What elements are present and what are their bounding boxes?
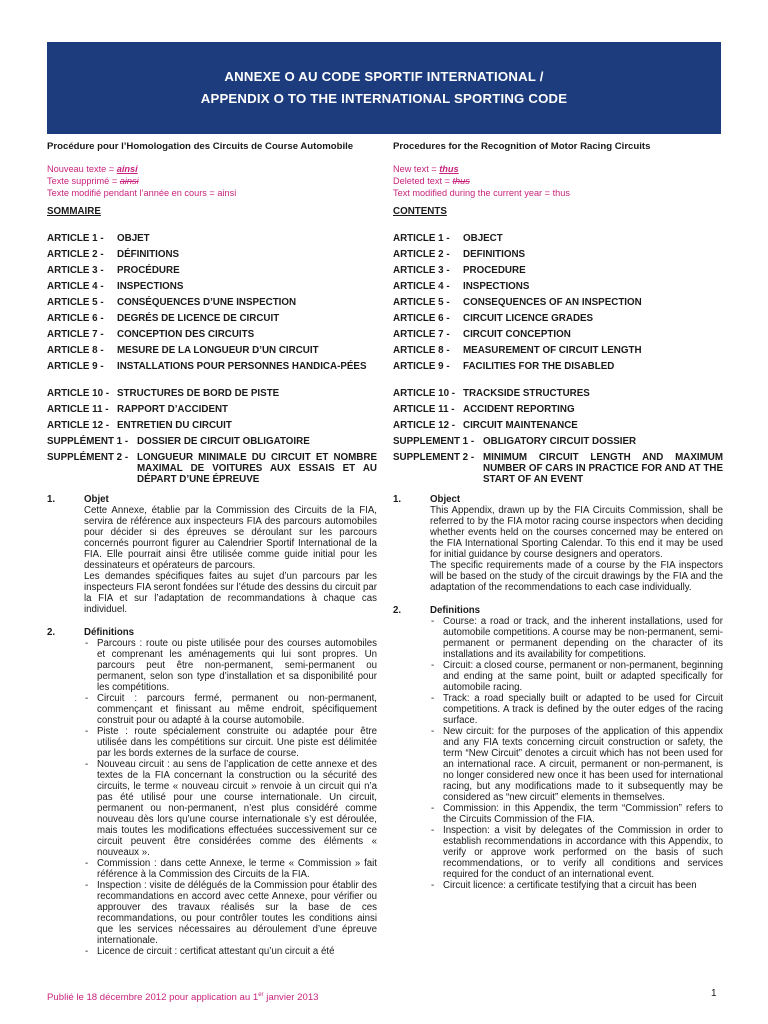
- paragraph: Les demandes spécifiques faites au sujet d’un parcours par les inspecteurs FIA seront fondées sur l’étude des dessins du circuit par la FIA et sur l’adaptation de recommandations à chaque cas individuel.: [84, 571, 377, 615]
- table-of-contents: [393, 233, 723, 490]
- toc-num: SUPPLÉMENT 2 -: [47, 452, 129, 463]
- toc-row: [47, 404, 377, 420]
- legend-deleted-label: Deleted text =: [393, 176, 453, 186]
- toc-title: STRUCTURES DE BORD DE PISTE: [117, 388, 280, 399]
- section-body: [393, 505, 723, 593]
- toc-num: ARTICLE 6 -: [47, 313, 104, 324]
- toc-num: ARTICLE 6 -: [393, 313, 450, 324]
- toc-title: FACILITIES FOR THE DISABLED: [463, 361, 615, 372]
- toc-row: [393, 297, 723, 313]
- toc-num: ARTICLE 4 -: [47, 281, 104, 292]
- table-of-contents: [47, 233, 377, 490]
- footer-text-end: janvier 2013: [263, 992, 319, 1004]
- legend-deleted-label: Texte supprimé =: [47, 176, 120, 186]
- toc-num: ARTICLE 12 -: [393, 420, 456, 431]
- procedure-title: Procédure pour l’Homologation des Circuits de Course Automobile: [47, 141, 354, 152]
- section-definitions: [393, 605, 723, 891]
- english-column: [393, 141, 723, 891]
- toc-row: [47, 329, 377, 345]
- definition-item: - Course: a road or track, and the inherent installations, used for automobile competitions. A course may be non-permanent, semi-permanent or permanent depending on the character of its installations and its availability for competitions.: [431, 616, 723, 660]
- legend-new-label: Nouveau texte =: [47, 164, 117, 174]
- paragraph: The specific requirements made of a course by the FIA inspectors will be based on the study of the circuit drawings by the FIA and the adaptation of the recommendations to each case individually.: [430, 560, 723, 593]
- toc-title: DOSSIER DE CIRCUIT OBLIGATOIRE: [137, 436, 310, 447]
- toc-title: MESURE DE LA LONGUEUR D’UN CIRCUIT: [117, 345, 319, 356]
- toc-row: [393, 313, 723, 329]
- legend-deleted-sample: thus: [452, 176, 470, 186]
- toc-title: INSTALLATIONS POUR PERSONNES HANDICA-PÉES: [117, 361, 367, 372]
- definition-item: - New circuit: for the purposes of the application of this appendix and any FIA texts concerning circuit construction or safety, the term “New Circuit” denotes a circuit which has not been used for an international race. A circuit, permanent or non-permanent, is no longer considered new once it has been used for international racing, but any modifications made to it subsequently may be considered as “new circuit” elements in themselves.: [431, 726, 723, 803]
- toc-num: ARTICLE 9 -: [393, 361, 450, 372]
- section-title: Definitions: [430, 605, 481, 616]
- toc-title: CONSEQUENCES OF AN INSPECTION: [463, 297, 642, 308]
- legend-new-label: New text =: [393, 164, 440, 174]
- definitions-list: [393, 616, 723, 891]
- section-number: 2.: [393, 605, 402, 616]
- definition-item: - Piste : route spécialement construite ou adaptée pour être utilisée dans les compétitions sur circuit. Une piste est délimitée par les bords externes de la surface de course.: [85, 726, 377, 759]
- french-column: [47, 141, 377, 957]
- toc-title: CONSÉQUENCES D’UNE INSPECTION: [117, 297, 297, 308]
- toc-title: INSPECTIONS: [117, 281, 184, 292]
- toc-num: ARTICLE 3 -: [47, 265, 104, 276]
- toc-num: ARTICLE 2 -: [393, 249, 450, 260]
- toc-row: [393, 233, 723, 249]
- toc-title: LONGUEUR MINIMALE DU CIRCUIT ET NOMBRE MAXIMAL DE VOITURES AUX ESSAIS ET AU DÉPART D’UNE ÉPREUVE: [137, 452, 377, 485]
- toc-row: [393, 404, 723, 420]
- toc-title: MINIMUM CIRCUIT LENGTH AND MAXIMUM NUMBER OF CARS IN PRACTICE FOR AND AT THE START OF AN EVENT: [483, 452, 723, 485]
- toc-row: [47, 297, 377, 313]
- definition-item: - Commission : dans cette Annexe, le terme « Commission » fait référence à la Commission des Circuits de la FIA.: [85, 858, 377, 880]
- section-heading: [47, 627, 377, 638]
- legend-new-sample: ainsi: [116, 164, 138, 174]
- legend-deleted-sample: ainsi: [119, 176, 139, 186]
- toc-num: ARTICLE 2 -: [47, 249, 104, 260]
- definition-item: - Circuit licence: a certificate testifying that a circuit has been: [431, 880, 723, 891]
- toc-num: ARTICLE 3 -: [393, 265, 450, 276]
- definition-item: - Parcours : route ou piste utilisée pour des courses automobiles et comprenant les aménagements qui lui sont propres. Un parcours peut être non-permanent, semi-permanent ou permanent, selon son type d’installation et sa disponibilité pour les compétitions.: [85, 638, 377, 693]
- toc-row: [393, 265, 723, 281]
- toc-row: [393, 345, 723, 361]
- toc-num: ARTICLE 5 -: [393, 297, 450, 308]
- toc-title: DEFINITIONS: [463, 249, 526, 260]
- title-line-english: APPENDIX O TO THE INTERNATIONAL SPORTING CODE: [200, 91, 568, 106]
- toc-title: DEGRÉS DE LICENCE DE CIRCUIT: [117, 313, 280, 324]
- toc-title: CIRCUIT LICENCE GRADES: [463, 313, 594, 324]
- section-number: 1.: [393, 494, 402, 505]
- title-line-french: ANNEXE O AU CODE SPORTIF INTERNATIONAL /: [224, 69, 544, 84]
- toc-title: CONCEPTION DES CIRCUITS: [117, 329, 255, 340]
- toc-supplement-row: [47, 436, 377, 452]
- definition-item: - Inspection: a visit by delegates of the Commission in order to establish recommendations in accordance with this Appendix, to verify or approve work performed on the basis of such recommendations, or to verify all conditions and services required for the conduct of an international event.: [431, 825, 723, 880]
- section-definitions: [47, 627, 377, 957]
- definition-item: - Nouveau circuit : au sens de l’application de cette annexe et des textes de la FIA concernant la construction ou la sécurité des circuits, le terme « nouveau circuit » renvoie à un circuit qui n’a pas été utilisé pour une course internationale. Un circuit, permanent ou non-permanent, n’est plus considéré comme nouveau dès lors qu’une course internationale s’y est déroulée, mais toutes les modifications effectuées successivement sur ce circuit peuvent être considérées comme des éléments « nouveaux ».: [85, 759, 377, 858]
- section-object: [393, 494, 723, 593]
- toc-num: SUPPLEMENT 2 -: [393, 452, 475, 463]
- toc-row: [393, 420, 723, 436]
- toc-supplement-row: [393, 452, 723, 490]
- section-objet: [47, 494, 377, 615]
- toc-num: ARTICLE 10 -: [47, 388, 110, 399]
- toc-num: ARTICLE 9 -: [47, 361, 104, 372]
- toc-num: SUPPLÉMENT 1 -: [47, 436, 129, 447]
- toc-num: ARTICLE 7 -: [47, 329, 104, 340]
- section-heading: [393, 494, 723, 505]
- definition-item: - Circuit: a closed course, permanent or non-permanent, beginning and ending at the same point, built or adapted specifically for automobile racing.: [431, 660, 723, 693]
- toc-title: DÉFINITIONS: [117, 249, 180, 260]
- definition-item: - Commission: in this Appendix, the term “Commission” refers to the Circuits Commission of the FIA.: [431, 803, 723, 825]
- definition-item: - Licence de circuit : certificat attestant qu’un circuit a été: [85, 946, 377, 957]
- toc-supplement-row: [47, 452, 377, 490]
- toc-title: PROCEDURE: [463, 265, 526, 276]
- toc-num: ARTICLE 7 -: [393, 329, 450, 340]
- toc-num: ARTICLE 4 -: [393, 281, 450, 292]
- toc-num: ARTICLE 8 -: [393, 345, 450, 356]
- toc-title: OBLIGATORY CIRCUIT DOSSIER: [483, 436, 637, 447]
- legend-new-sample: thus: [439, 164, 459, 174]
- section-heading: [47, 494, 377, 505]
- toc-row: [47, 345, 377, 361]
- toc-title: CIRCUIT MAINTENANCE: [463, 420, 578, 431]
- toc-num: ARTICLE 1 -: [47, 233, 104, 244]
- toc-row: [47, 388, 377, 404]
- toc-num: ARTICLE 11 -: [47, 404, 109, 415]
- definition-item: - Circuit : parcours fermé, permanent ou non-permanent, commençant et finissant au même endroit, spécifiquement construit pour ou adapté à la course automobile.: [85, 693, 377, 726]
- page-number: 1: [711, 988, 717, 999]
- toc-row: [393, 329, 723, 345]
- legend-modified: Texte modifié pendant l’année en cours = ainsi: [47, 188, 237, 198]
- toc-supplement-row: [393, 436, 723, 452]
- toc-title: OBJET: [117, 233, 150, 244]
- section-heading: [393, 605, 723, 616]
- section-title: Objet: [84, 494, 109, 505]
- legend-modified: Text modified during the current year = thus: [393, 188, 570, 198]
- definitions-list: [47, 638, 377, 957]
- toc-num: ARTICLE 12 -: [47, 420, 110, 431]
- toc-title: TRACKSIDE STRUCTURES: [463, 388, 590, 399]
- definition-item: - Track: a road specially built or adapted to be used for Circuit competitions. A track is defined by the outer edges of the racing surface.: [431, 693, 723, 726]
- toc-num: ARTICLE 8 -: [47, 345, 104, 356]
- procedure-title: Procedures for the Recognition of Motor Racing Circuits: [393, 141, 651, 152]
- toc-row: [47, 361, 377, 388]
- toc-num: ARTICLE 10 -: [393, 388, 456, 399]
- paragraph: Cette Annexe, établie par la Commission des Circuits de la FIA, servira de référence aux inspecteurs FIA des parcours automobiles pour décider si des épreuves se déroulant sur les parcours concernés pourront figurer au Calendrier Sportif International de la FIA. Elle pourrait ainsi être utilisée comme guide initial pour les dessinateurs et opérateurs de parcours.: [84, 505, 377, 571]
- toc-title: INSPECTIONS: [463, 281, 530, 292]
- section-body: [47, 505, 377, 615]
- toc-title: ENTRETIEN DU CIRCUIT: [117, 420, 232, 431]
- toc-title: RAPPORT D’ACCIDENT: [117, 404, 229, 415]
- toc-title: CIRCUIT CONCEPTION: [463, 329, 571, 340]
- toc-row: [393, 281, 723, 297]
- toc-title: OBJECT: [463, 233, 503, 244]
- toc-row: [47, 281, 377, 297]
- toc-row: [47, 233, 377, 249]
- toc-num: SUPPLEMENT 1 -: [393, 436, 475, 447]
- toc-num: ARTICLE 1 -: [393, 233, 450, 244]
- toc-row: [47, 249, 377, 265]
- toc-title: PROCÉDURE: [117, 265, 180, 276]
- toc-row: [393, 361, 723, 388]
- toc-row: [393, 249, 723, 265]
- revision-legend: [47, 163, 377, 199]
- toc-row: [47, 313, 377, 329]
- section-title: Object: [430, 494, 461, 505]
- section-title: Définitions: [84, 627, 135, 638]
- toc-row: [47, 265, 377, 281]
- publication-footer: [47, 992, 319, 1003]
- section-number: 2.: [47, 627, 56, 638]
- footer-superscript: er: [258, 992, 264, 998]
- toc-row: [47, 420, 377, 436]
- toc-num: ARTICLE 11 -: [393, 404, 455, 415]
- toc-title: ACCIDENT REPORTING: [463, 404, 575, 415]
- paragraph: This Appendix, drawn up by the FIA Circuits Commission, shall be referred to by the FIA motor racing course inspectors when deciding whether events held on the courses concerned may be entered on the FIA International Sporting Calendar. To this end it may be used for initial guidance by course designers and operators.: [430, 505, 723, 560]
- contents-heading: SOMMAIRE: [47, 206, 101, 217]
- toc-row: [393, 388, 723, 404]
- footer-text: Publié le 18 décembre 2012 pour application au 1: [47, 992, 259, 1004]
- toc-num: ARTICLE 5 -: [47, 297, 104, 308]
- section-number: 1.: [47, 494, 56, 505]
- toc-title: MEASUREMENT OF CIRCUIT LENGTH: [463, 345, 642, 356]
- definition-item: - Inspection : visite de délégués de la Commission pour établir des recommandations en accord avec cette Annexe, pour vérifier ou approuver des travaux réalisés sur la base de ces recommandations, ou pour contrôler toutes les conditions ainsi que les services nécessaires au déroulement d’une épreuve internationale.: [85, 880, 377, 946]
- revision-legend: [393, 163, 723, 199]
- contents-heading: CONTENTS: [393, 206, 447, 217]
- document-title-banner: [47, 42, 721, 134]
